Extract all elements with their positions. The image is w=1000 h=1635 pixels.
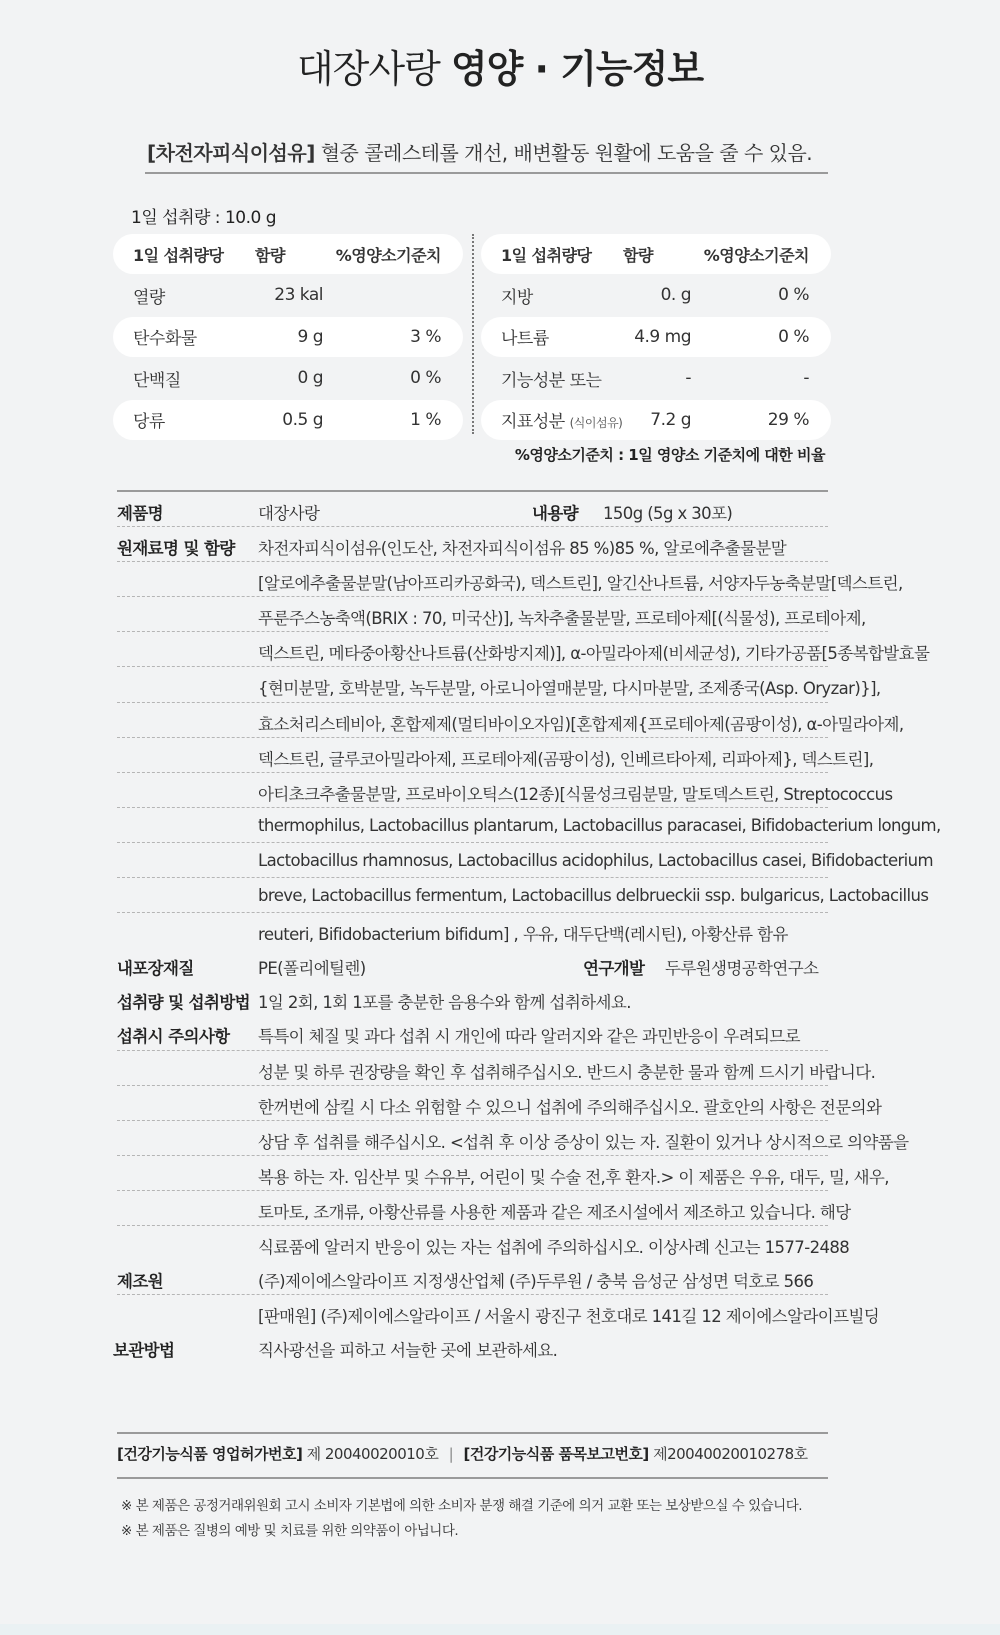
nutrient-name: 당류 — [133, 412, 165, 433]
caution-line: 식료품에 알러지 반응이 있는 자는 섭취에 주의하십시오. 이상사례 신고는 1577-2488 — [258, 1237, 850, 1257]
divider — [117, 1477, 828, 1479]
ingredients-line: {현미분말, 호박분말, 녹두분말, 아로니아열매분말, 다시마분말, 조제종국(Asp. Oryzar)}], — [258, 679, 881, 699]
intake: 1일 2회, 1회 1포를 충분한 음용수와 함께 섭취하세요. — [258, 993, 631, 1013]
volume: 150g (5g x 30포) — [603, 504, 733, 523]
info-row — [117, 808, 941, 843]
ingredients-line: 효소처리스테비아, 혼합제제(멀티바이오자임)[혼합제제{프로테아제(곰팡이성), α-아밀라아제, — [258, 714, 904, 734]
ingredients-line: thermophilus, Lactobacillus plantarum, Lactobacillus paracasei, Bifidobacterium longum, — [258, 815, 941, 835]
footer-band — [0, 1624, 1000, 1635]
info-row — [117, 913, 828, 947]
ingredients-line: reuteri, Bifidobacterium bifidum] , 우유, 대두단백(레시틴), 아황산류 함유 — [258, 925, 788, 945]
nutrient-name: 단백질 — [133, 370, 181, 391]
serving-size: 1일 섭취량 : 10.0 g — [131, 208, 276, 228]
info-row — [117, 1191, 851, 1226]
page-title — [0, 38, 1000, 93]
notes — [121, 1494, 802, 1544]
ingredients-line: 차전자피식이섬유(인도산, 차전자피식이섬유 85 %)85 %, 알로에추출물분말 — [258, 539, 787, 559]
note-line: ※ 본 제품은 질병의 예방 및 치료를 위한 의약품이 아닙니다. — [121, 1523, 459, 1539]
divider — [145, 172, 828, 174]
report-label: [건강기능식품 품목보고번호] — [463, 1445, 649, 1463]
license-no: 제 20040020010호 — [306, 1445, 439, 1463]
ingredients-line: breve, Lactobacillus fermentum, Lactobacillus delbrueckii ssp. bulgaricus, Lactobacillus — [258, 886, 929, 906]
nutrient-amount: - — [685, 368, 691, 389]
info-row — [117, 632, 930, 667]
header-pct: %영양소기준치 — [335, 245, 441, 265]
rnd-label: 연구개발 — [583, 959, 645, 979]
info-row — [117, 878, 929, 913]
packaging: PE(폴리에틸렌) — [258, 959, 366, 979]
nutrient-amount: 9 g — [297, 326, 323, 347]
rnd: 두루원생명공학연구소 — [665, 959, 819, 979]
nutrient-name: 기능성분 또는 — [501, 370, 602, 391]
nutrition-row — [481, 317, 831, 357]
maker-line: [판매원] (주)제이에스알라이프 / 서울시 광진구 천호대로 141길 12 제이에스알라이프빌딩 — [258, 1307, 880, 1327]
header-amount: 함량 — [255, 245, 285, 265]
registration-line — [117, 1443, 828, 1464]
info-row — [117, 1156, 889, 1191]
nutrient-pct: 29 % — [767, 409, 809, 430]
nutrition-row — [113, 400, 463, 440]
caution-line: 특특이 체질 및 과다 섭취 시 개인에 따라 알러지와 같은 과민반응이 우려되므로 — [258, 1027, 800, 1047]
info-row — [117, 1295, 880, 1329]
license-label: [건강기능식품 영업허가번호] — [117, 1445, 303, 1463]
header-serving: 1일 섭취량당 — [501, 245, 592, 265]
storage: 직사광선을 피하고 서늘한 곳에 보관하세요. — [258, 1341, 558, 1361]
intake-label: 섭취량 및 섭취방법 — [117, 993, 251, 1013]
nutrient-amount: 4.9 mg — [634, 326, 691, 347]
nutrient-sub: (식이섬유) — [569, 416, 623, 431]
report-no: 제20040020010278호 — [653, 1445, 808, 1463]
nutrition-row — [481, 275, 831, 315]
nutrition-table-right — [481, 234, 831, 441]
info-row — [117, 843, 933, 878]
packaging-label: 내포장재질 — [117, 959, 194, 979]
nutrient-pct: 0 % — [778, 326, 809, 347]
nutrition-header — [481, 234, 831, 274]
nutrient-amount: 0 g — [297, 368, 323, 389]
nutrient-pct: 0 % — [778, 285, 809, 306]
nutrition-row — [481, 400, 831, 440]
nutrient-pct: - — [803, 368, 809, 389]
separator: | — [448, 1445, 454, 1463]
product-name: 대장사랑 — [258, 504, 320, 523]
maker-line: (주)제이에스알라이프 지정생산업체 (주)두루원 / 충북 음성군 삼성면 덕호로 566 — [258, 1272, 814, 1292]
ingredients-label: 원재료명 및 함량 — [117, 539, 235, 559]
caution-line: 성분 및 하루 권장량을 확인 후 섭취해주십시오. 반드시 충분한 물과 함께 드시기 바랍니다. — [258, 1062, 876, 1082]
functional-claim — [147, 137, 827, 166]
caution-line: 토마토, 조개류, 아황산류를 사용한 제품과 같은 제조시설에서 제조하고 있습니다. 해당 — [258, 1202, 851, 1222]
nutrient-amount: 0.5 g — [282, 409, 323, 430]
nutrient-amount: 0. g — [660, 285, 691, 306]
divider — [117, 1432, 828, 1434]
info-row — [117, 667, 881, 702]
ingredients-line: [알로에추출물분말(남아프리카공화국), 덱스트린], 알긴산나트륨, 서양자두농축분말[덱스트린, — [258, 574, 903, 594]
pct-note: %영양소기준치 : 1일 영양소 기준치에 대한 비율 — [514, 446, 825, 464]
info-row — [117, 1226, 850, 1260]
ingredients-line: 아티초크추출물분말, 프로바이오틱스(12종)[식물성크림분말, 말토덱스트린, Streptococcus — [258, 784, 893, 804]
nutrition-table-left — [113, 234, 463, 441]
nutrient-name: 탄수화물 — [133, 329, 197, 350]
nutrition-row — [481, 358, 831, 398]
ingredients-line: 푸룬주스농축액(BRIX : 70, 미국산)], 녹차추출물분말, 프로테아제[(식물성), 프로테아제, — [258, 609, 866, 629]
info-row — [117, 773, 893, 808]
dotted-divider — [472, 234, 474, 434]
info-row — [117, 597, 866, 632]
info-row — [117, 738, 874, 773]
nutrient-pct: 1 % — [410, 409, 441, 430]
info-row — [117, 1086, 882, 1121]
info-row — [117, 1260, 828, 1295]
nutrition-row — [113, 275, 463, 315]
ingredients-line: 덱스트린, 글루코아밀라아제, 프로테아제(곰팡이성), 인베르타아제, 리파아제}, 덱스트린], — [258, 749, 874, 769]
header-serving: 1일 섭취량당 — [133, 245, 224, 265]
ingredients-line: 덱스트린, 메타중아황산나트륨(산화방지제)], α-아밀라아제(비세균성), 기타가공품[5종복합발효물 — [258, 644, 930, 664]
caution-line: 상담 후 섭취를 해주십시오. <섭취 후 이상 증상이 있는 자. 질환이 있거나 상시적으로 의약품을 — [258, 1132, 909, 1152]
info-row — [117, 703, 904, 738]
info-row — [117, 562, 903, 597]
nutrition-row — [113, 358, 463, 398]
info-row — [117, 1121, 909, 1156]
caution-line: 한꺼번에 삼킬 시 다소 위험할 수 있으니 섭취에 주의해주십시오. 괄호안의 사항은 전문의와 — [258, 1097, 882, 1117]
maker-label: 제조원 — [117, 1272, 164, 1292]
info-row — [117, 1015, 828, 1050]
note-line: ※ 본 제품은 공정거래위원회 고시 소비자 기본법에 의한 소비자 분쟁 해결 기준에 의거 교환 또는 보상받으실 수 있습니다. — [121, 1498, 803, 1514]
claim-tag: [차전자피식이섬유] — [147, 141, 315, 165]
header-pct: %영양소기준치 — [703, 245, 809, 265]
nutrient-name: 나트륨 — [501, 329, 549, 350]
info-row — [117, 1051, 876, 1086]
ingredients-line: Lactobacillus rhamnosus, Lactobacillus acidophilus, Lactobacillus casei, Bifidobacterium — [258, 850, 933, 870]
nutrient-amount: 23 kal — [274, 285, 323, 306]
nutrient-name: 지방 — [501, 287, 533, 308]
info-row — [113, 1329, 828, 1363]
nutrient-name: 지표성분 — [501, 412, 565, 433]
caution-label: 섭취시 주의사항 — [117, 1027, 230, 1047]
title-section: 영양 · 기능정보 — [450, 47, 704, 91]
info-row — [117, 947, 828, 981]
nutrient-amount: 7.2 g — [650, 409, 691, 430]
product-info-table — [113, 492, 941, 1363]
caution-line: 복용 하는 자. 임산부 및 수유부, 어린이 및 수술 전,후 환자.> 이 제품은 우유, 대두, 밀, 새우, — [258, 1167, 889, 1187]
storage-label: 보관방법 — [113, 1341, 175, 1361]
title-product: 대장사랑 — [296, 47, 440, 91]
product-name-label: 제품명 — [117, 504, 164, 523]
nutrition-row — [113, 317, 463, 357]
claim-text: 혈중 콜레스테롤 개선, 배변활동 원활에 도움을 줄 수 있음. — [314, 141, 813, 165]
nutrient-pct: 0 % — [410, 368, 441, 389]
nutrient-pct: 3 % — [410, 326, 441, 347]
nutrition-header — [113, 234, 463, 274]
info-row — [117, 527, 828, 562]
info-row — [117, 981, 828, 1015]
nutrient-name-wrap — [481, 407, 631, 432]
volume-label: 내용량 — [532, 504, 579, 523]
nutrient-name: 열량 — [133, 287, 165, 308]
info-row — [117, 492, 828, 527]
header-amount: 함량 — [623, 245, 653, 265]
